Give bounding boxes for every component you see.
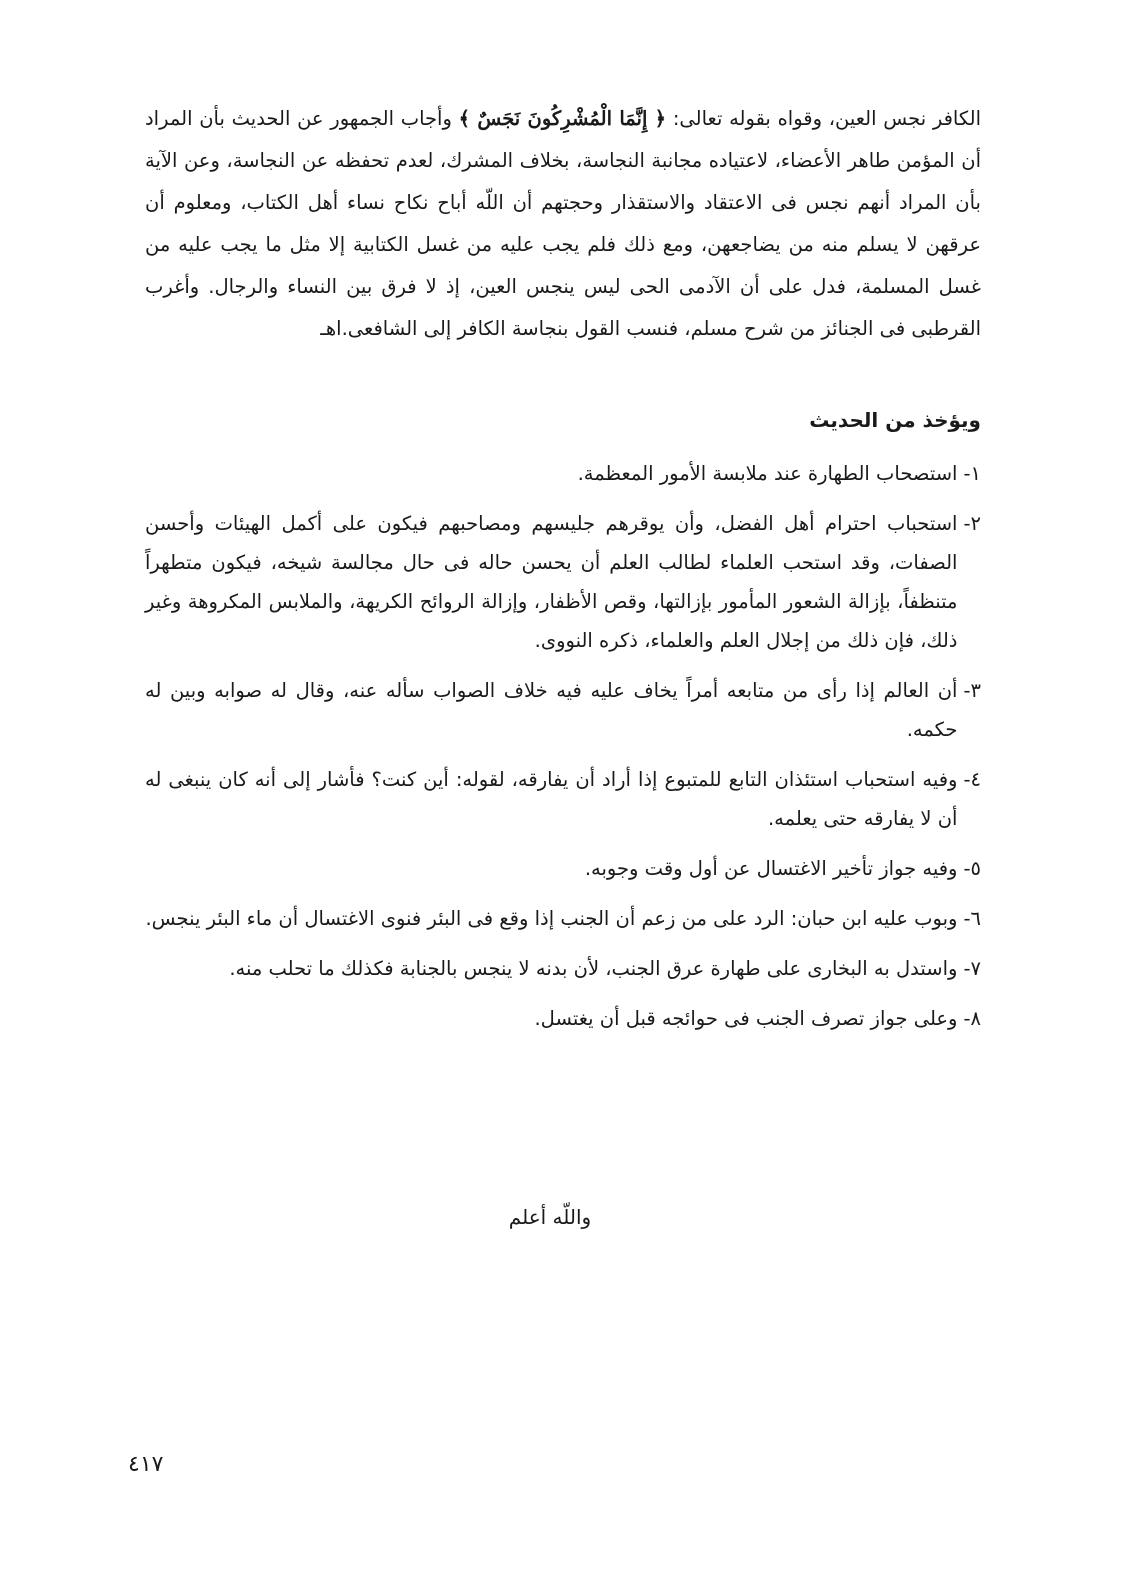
lesson-item: [145, 504, 981, 660]
lesson-text: واستدل به البخارى على طهارة عرق الجنب، لأن بدنه لا ينجس بالجنابة فكذلك ما تحلب منه.: [229, 957, 958, 980]
lesson-item: [145, 849, 981, 888]
page-number: ٤١٧: [128, 1452, 164, 1477]
lesson-number: ٥-: [963, 857, 981, 880]
lesson-number: ٣-: [963, 679, 981, 702]
closing-phrase: واللّه أعلم: [508, 1205, 592, 1229]
lesson-text: استحباب احترام أهل الفضل، وأن يوقرهم جليسهم ومصاحبهم فيكون على أكمل الهيئات وأحسن الصفات، وقد استحب العلماء لطالب العلم أن يحسن حاله فى حال مجالسة شيخه، فيكون متطهراً متنظفاً، بإزالة الشعور المأمور بإزالتها، وقص الأظفار، وإزالة الروائح الكريهة، والملابس المكروهة وغير ذلك، فإن ذلك من إجلال العلم والعلماء، ذكره النووى.: [145, 512, 958, 652]
section-heading: ويؤخذ من الحديث: [809, 408, 981, 432]
lesson-number: ٤-: [963, 768, 981, 791]
lesson-item: [145, 760, 981, 838]
lesson-number: ٦-: [963, 907, 981, 930]
intro-paragraph: [145, 98, 981, 350]
quran-verse: ﴿ إِنَّمَا الْمُشْرِكُونَ نَجَسٌ ﴾: [458, 107, 667, 130]
intro-after-quote: وأجاب الجمهور عن الحديث بأن المراد أن المؤمن طاهر الأعضاء، لاعتياده مجانبة النجاسة، بخلاف المشرك، لعدم تحفظه عن النجاسة، وعن الآية بأن المراد أنهم نجس فى الاعتقاد والاستقذار وحجتهم أن اللّه أباح نكاح نساء أهل الكتاب، ومعلوم أن عرقهن لا يسلم منه من يضاجعهن، ومع ذلك فلم يجب عليه من غسل الكتابية إلا مثل ما يجب عليه من غسل المسلمة، فدل على أن الآدمى الحى ليس ينجس العين، إذ لا فرق بين النساء والرجال. وأغرب القرطبى فى الجنائز من شرح مسلم، فنسب القول بنجاسة الكافر إلى الشافعى.اهـ: [145, 107, 981, 340]
lesson-text: وفيه جواز تأخير الاغتسال عن أول وقت وجوبه.: [584, 857, 958, 880]
lesson-item: [145, 454, 981, 493]
lesson-item: [145, 999, 981, 1038]
lesson-text: وبوب عليه ابن حبان: الرد على من زعم أن الجنب إذا وقع فى البئر فنوى الاغتسال أن ماء البئر ينجس.: [145, 907, 958, 930]
lesson-text: أن العالم إذا رأى من متابعه أمراً يخاف عليه فيه خلاف الصواب سأله عنه، وقال له صوابه وبين له حكمه.: [145, 679, 958, 741]
lesson-number: ٧-: [963, 957, 981, 980]
lesson-text: استصحاب الطهارة عند ملابسة الأمور المعظمة.: [577, 462, 958, 485]
lesson-item: [145, 949, 981, 988]
lesson-item: [145, 671, 981, 749]
lesson-number: ١-: [963, 462, 981, 485]
lessons-list: [145, 454, 981, 1049]
lesson-number: ٢-: [963, 512, 981, 535]
lesson-text: وعلى جواز تصرف الجنب فى حوائجه قبل أن يغتسل.: [534, 1007, 958, 1030]
lesson-number: ٨-: [963, 1007, 981, 1030]
intro-text: [145, 98, 981, 350]
intro-before-quote: الكافر نجس العين، وقواه بقوله تعالى:: [666, 107, 981, 130]
lesson-item: [145, 899, 981, 938]
lesson-text: وفيه استحباب استئذان التابع للمتبوع إذا أراد أن يفارقه، لقوله: أين كنت؟ فأشار إلى أنه كان ينبغى له أن لا يفارقه حتى يعلمه.: [145, 768, 958, 830]
